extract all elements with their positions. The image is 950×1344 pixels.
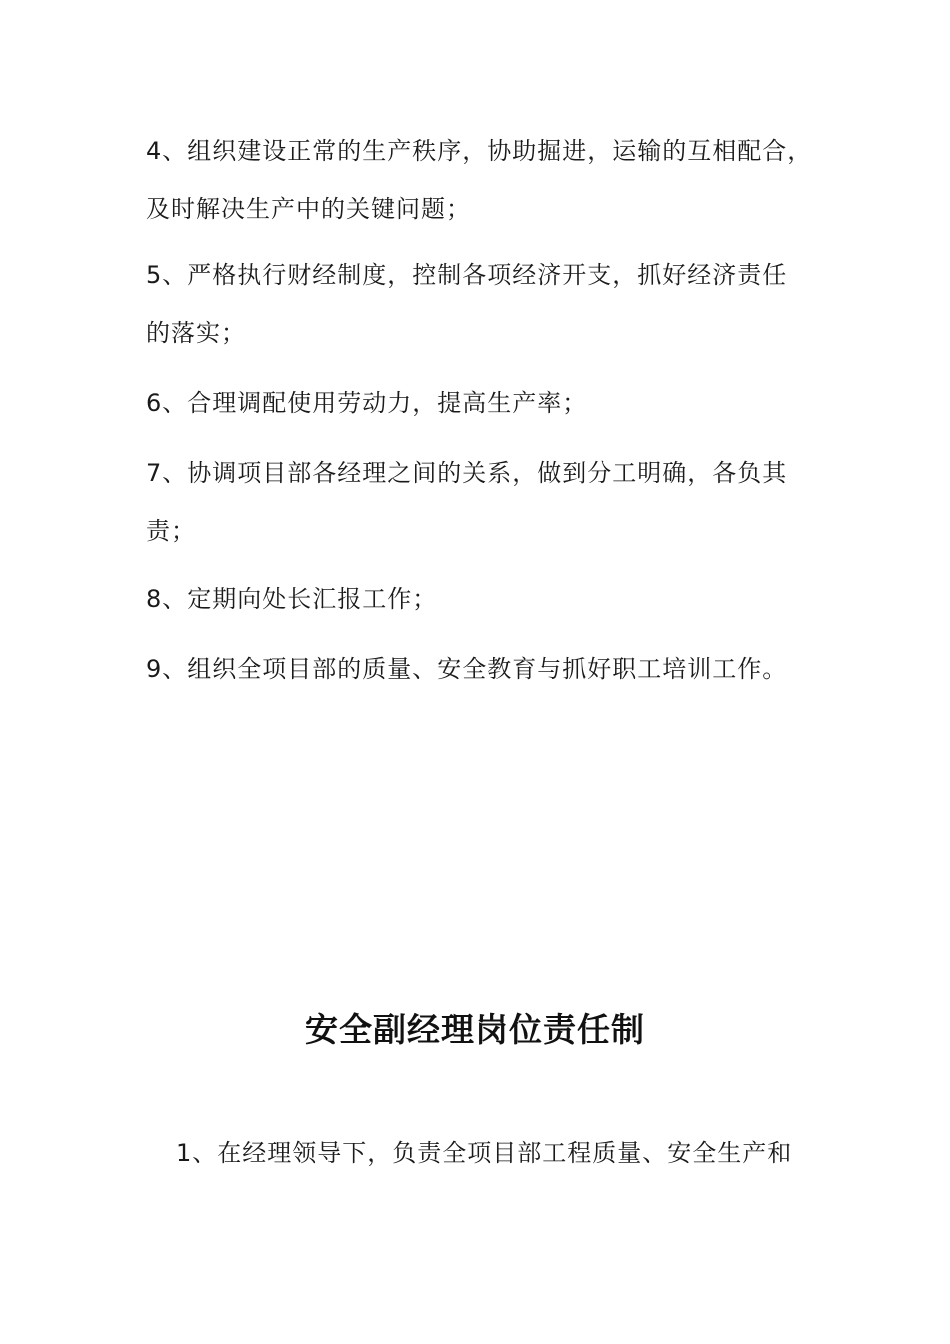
section-item-1-line-1: 1、在经理领导下，负责全项目部工程质量、安全生产和 <box>176 1139 793 1167</box>
item-5-line-1: 5、严格执行财经制度，控制各项经济开支，抓好经济责任 <box>146 261 788 289</box>
item-7-line-1: 7、协调项目部各经理之间的关系，做到分工明确，各负其 <box>146 459 788 487</box>
section-title: 安全副经理岗位责任制 <box>305 1010 645 1049</box>
item-6: 6、合理调配使用劳动力，提高生产率； <box>146 389 588 417</box>
item-4-line-1: 4、组织建设正常的生产秩序，协助掘进，运输的互相配合， <box>146 137 813 165</box>
item-4-line-2: 及时解决生产中的关键问题； <box>146 195 471 223</box>
item-7-line-2: 责； <box>146 517 196 545</box>
item-5-line-2: 的落实； <box>146 319 246 347</box>
item-8: 8、定期向处长汇报工作； <box>146 585 438 613</box>
item-9: 9、组织全项目部的质量、安全教育与抓好职工培训工作。 <box>146 655 788 683</box>
